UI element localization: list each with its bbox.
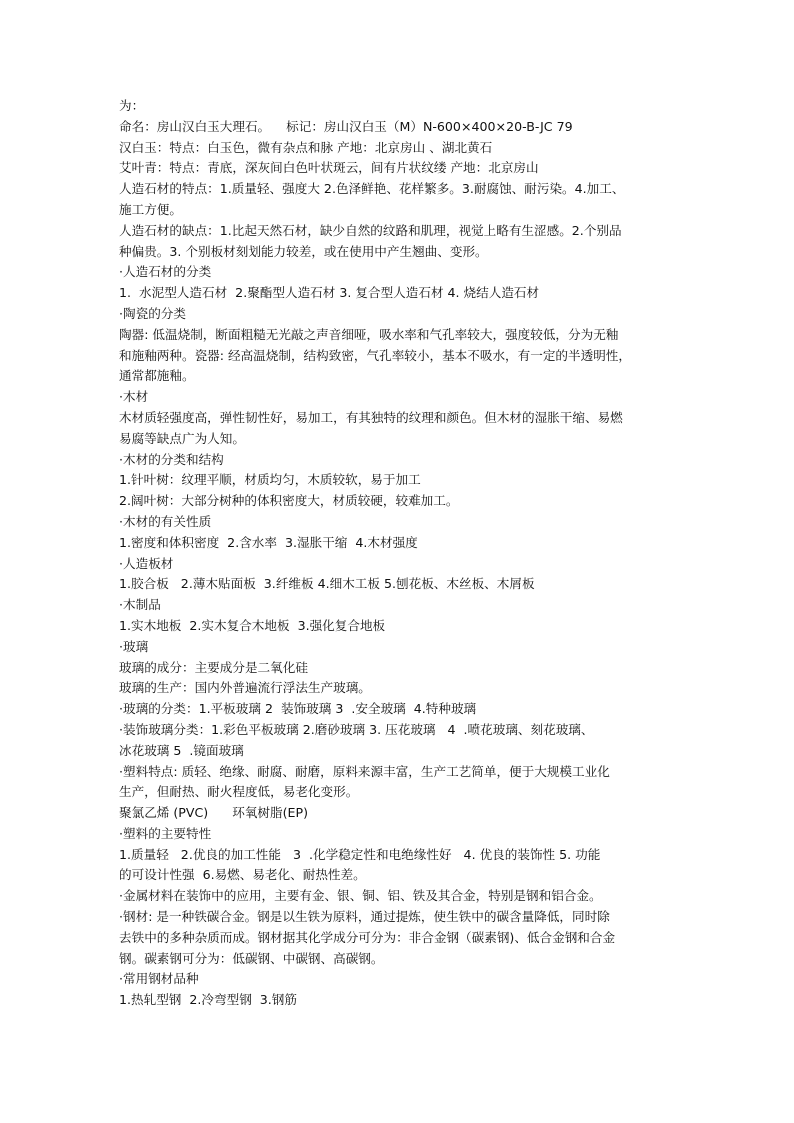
text-line: 聚氯乙烯 (PVC) 环氧树脂(EP) <box>119 805 308 821</box>
text-line: 1. 水泥型人造石材 2.聚酯型人造石材 3. 复合型人造石材 4. 烧结人造石材 <box>119 285 540 301</box>
text-line: 和施釉两种。瓷器: 经高温烧制，结构致密，气孔率较小，基本不吸水，有一定的半透明性， <box>119 347 631 363</box>
text-line: 人造石材的特点：1.质量轻、强度大 2.色泽鲜艳、花样繁多。3.耐腐蚀、耐污染。4.加工、 <box>119 181 625 197</box>
text-line: 1.密度和体积密度 2.含水率 3.湿胀干缩 4.木材强度 <box>119 534 418 550</box>
text-line: ·装饰玻璃分类：1.彩色平板玻璃 2.磨砂玻璃 3. 压花玻璃 4 .喷花玻璃、刻花玻璃、 <box>119 721 594 737</box>
text-line: 1.实木地板 2.实木复合木地板 3.强化复合地板 <box>119 617 386 633</box>
text-line: ·玻璃的分类：1.平板玻璃 2 装饰玻璃 3 .安全玻璃 4.特种玻璃 <box>119 701 477 717</box>
text-line: 玻璃的生产：国内外普遍流行浮法生产玻璃。 <box>119 680 371 696</box>
section-heading: ·陶瓷的分类 <box>119 305 186 321</box>
text-line: ·钢材: 是一种铁碳合金。钢是以生铁为原料，通过提炼，使生铁中的碳含量降低，同时除 <box>119 909 610 925</box>
section-heading: ·塑料的主要特性 <box>119 825 212 841</box>
text-line: 汉白玉：特点：白玉色，微有杂点和脉 产地：北京房山 、湖北黄石 <box>119 139 493 155</box>
section-heading: ·木制品 <box>119 597 161 613</box>
text-line: 通常都施釉。 <box>119 368 195 384</box>
section-heading: ·木材的有关性质 <box>119 513 212 529</box>
text-line: 木材质轻强度高，弹性韧性好，易加工，有其独特的纹理和颜色。但木材的湿胀干缩、易燃 <box>119 409 623 425</box>
text-line: 的可设计性强 6.易燃、易老化、耐热性差。 <box>119 867 366 883</box>
text-line: 为： <box>119 98 145 113</box>
text-line: 玻璃的成分：主要成分是二氧化硅 <box>119 659 308 675</box>
text-line: 2.阔叶树：大部分树种的体积密度大，材质较硬，较难加工。 <box>119 493 459 509</box>
text-line: ·金属材料在装饰中的应用，主要有金、银、铜、铝、铁及其合金，特别是钢和铝合金。 <box>119 888 602 904</box>
document-body <box>119 96 679 1011</box>
text-line: 易腐等缺点广为人知。 <box>119 430 245 446</box>
text-line: 去铁中的多种杂质而成。钢材据其化学成分可分为：非合金钢（碳素钢)、低合金钢和合金 <box>119 929 616 945</box>
text-line: 钢。碳素钢可分为：低碳钢、中碳钢、高碳钢。 <box>119 950 384 966</box>
text-line: 命名：房山汉白玉大理石。 标记：房山汉白玉（M）N-600×400×20-B-JC 79 <box>119 118 573 134</box>
text-line: 1.质量轻 2.优良的加工性能 3 .化学稳定性和电绝缘性好 4. 优良的装饰性 5. 功能 <box>119 846 601 862</box>
section-heading: ·人造板材 <box>119 555 174 571</box>
text-line: 人造石材的缺点：1.比起天然石材，缺少自然的纹路和肌理，视觉上略有生涩感。2.个别品 <box>119 222 622 238</box>
text-line: 陶器: 低温烧制，断面粗糙无光敲之声音细哑，吸水率和气孔率较大，强度较低，分为无釉 <box>119 326 619 342</box>
section-heading: ·木材的分类和结构 <box>119 451 224 467</box>
section-heading: ·玻璃 <box>119 638 149 654</box>
text-line: 冰花玻璃 5 .镜面玻璃 <box>119 742 244 758</box>
text-line: 施工方便。 <box>119 201 182 217</box>
text-line: ·塑料特点: 质轻、绝缘、耐腐、耐磨，原料来源丰富，生产工艺简单，便于大规模工业化 <box>119 763 610 779</box>
section-heading: ·人造石材的分类 <box>119 264 212 280</box>
text-line: 1.热轧型钢 2.冷弯型钢 3.钢筋 <box>119 992 297 1008</box>
text-line: 艾叶青：特点：青底，深灰间白色叶状斑云，间有片状纹缕 产地：北京房山 <box>119 160 539 176</box>
text-line: 1.胶合板 2.薄木贴面板 3.纤维板 4.细木工板 5.刨花板、木丝板、木屑板 <box>119 576 535 592</box>
section-heading: ·常用钢材品种 <box>119 971 199 987</box>
text-line: 生产，但耐热、耐火程度低，易老化变形。 <box>119 784 359 800</box>
text-line: 1.针叶树：纹理平顺，材质均匀，木质较软，易于加工 <box>119 472 421 488</box>
text-line: 种偏贵。3. 个别板材刻划能力较差，或在使用中产生翘曲、变形。 <box>119 243 488 259</box>
section-heading: ·木材 <box>119 389 149 405</box>
